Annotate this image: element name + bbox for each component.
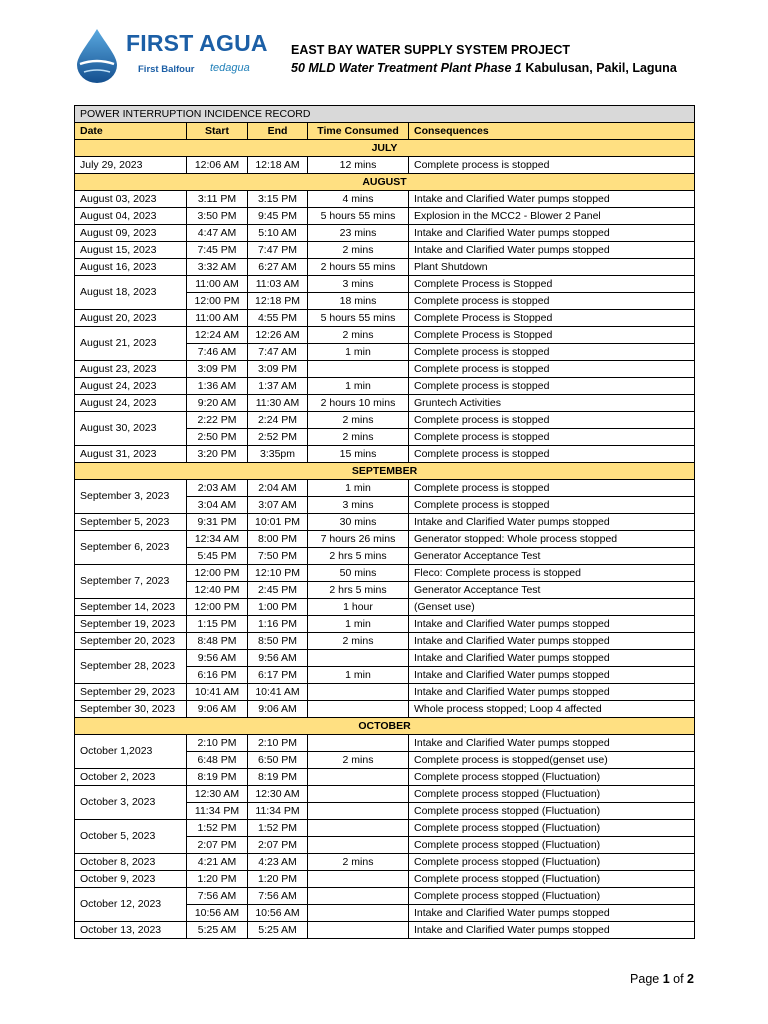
- consequences-cell: Complete process is stopped: [409, 157, 695, 174]
- time-consumed-cell: 15 mins: [308, 446, 409, 463]
- start-cell: 3:50 PM: [187, 208, 248, 225]
- end-cell: 3:07 AM: [248, 497, 308, 514]
- start-cell: 4:47 AM: [187, 225, 248, 242]
- consequences-cell: (Genset use): [409, 599, 695, 616]
- time-consumed-cell: 2 mins: [308, 327, 409, 344]
- end-cell: 9:45 PM: [248, 208, 308, 225]
- time-consumed-cell: 2 hrs 5 mins: [308, 548, 409, 565]
- end-cell: 4:23 AM: [248, 854, 308, 871]
- end-cell: 7:47 AM: [248, 344, 308, 361]
- consequences-cell: Complete Process is Stopped: [409, 327, 695, 344]
- table-row: [75, 922, 695, 939]
- time-consumed-cell: [308, 786, 409, 803]
- consequences-cell: Intake and Clarified Water pumps stopped: [409, 684, 695, 701]
- consequences-cell: Explosion in the MCC2 - Blower 2 Panel: [409, 208, 695, 225]
- start-cell: 12:24 AM: [187, 327, 248, 344]
- consequences-cell: Intake and Clarified Water pumps stopped: [409, 905, 695, 922]
- start-cell: 12:00 PM: [187, 293, 248, 310]
- time-consumed-cell: [308, 650, 409, 667]
- table-row: [75, 786, 695, 803]
- table-row: [75, 327, 695, 344]
- consequences-cell: Complete process is stopped: [409, 497, 695, 514]
- start-cell: 1:15 PM: [187, 616, 248, 633]
- time-consumed-cell: 2 hours 10 mins: [308, 395, 409, 412]
- date-cell: August 16, 2023: [75, 259, 187, 276]
- start-cell: 12:06 AM: [187, 157, 248, 174]
- start-cell: 2:10 PM: [187, 735, 248, 752]
- date-cell: September 30, 2023: [75, 701, 187, 718]
- time-consumed-cell: [308, 905, 409, 922]
- table-row: [75, 446, 695, 463]
- date-cell: August 24, 2023: [75, 395, 187, 412]
- consequences-cell: Complete process is stopped(genset use): [409, 752, 695, 769]
- date-cell: September 20, 2023: [75, 633, 187, 650]
- date-cell: August 31, 2023: [75, 446, 187, 463]
- table-row: [75, 378, 695, 395]
- consequences-cell: Whole process stopped; Loop 4 affected: [409, 701, 695, 718]
- month-row: [75, 174, 695, 191]
- date-cell: September 7, 2023: [75, 565, 187, 599]
- end-cell: 9:06 AM: [248, 701, 308, 718]
- time-consumed-cell: [308, 871, 409, 888]
- month-row: [75, 140, 695, 157]
- end-cell: 12:18 PM: [248, 293, 308, 310]
- partner-tedagua: tedagua: [210, 62, 250, 74]
- end-cell: 11:34 PM: [248, 803, 308, 820]
- date-cell: October 1,2023: [75, 735, 187, 769]
- time-consumed-cell: 2 mins: [308, 429, 409, 446]
- end-cell: 6:50 PM: [248, 752, 308, 769]
- end-cell: 12:26 AM: [248, 327, 308, 344]
- time-consumed-cell: 1 min: [308, 667, 409, 684]
- consequences-cell: Intake and Clarified Water pumps stopped: [409, 616, 695, 633]
- start-cell: 3:04 AM: [187, 497, 248, 514]
- start-cell: 7:46 AM: [187, 344, 248, 361]
- consequences-cell: Complete process stopped (Fluctuation): [409, 837, 695, 854]
- start-cell: 2:22 PM: [187, 412, 248, 429]
- start-cell: 8:19 PM: [187, 769, 248, 786]
- end-cell: 1:20 PM: [248, 871, 308, 888]
- consequences-cell: Intake and Clarified Water pumps stopped: [409, 191, 695, 208]
- date-cell: August 18, 2023: [75, 276, 187, 310]
- table-row: [75, 276, 695, 293]
- start-cell: 11:00 AM: [187, 276, 248, 293]
- date-cell: September 29, 2023: [75, 684, 187, 701]
- document-header: [74, 26, 694, 90]
- power-interruption-table: [74, 105, 695, 939]
- date-cell: October 5, 2023: [75, 820, 187, 854]
- table-row: [75, 565, 695, 582]
- start-cell: 12:40 PM: [187, 582, 248, 599]
- page-of: of: [669, 972, 688, 986]
- time-consumed-cell: [308, 888, 409, 905]
- table-row: [75, 191, 695, 208]
- month-label: OCTOBER: [75, 718, 695, 735]
- end-cell: 1:16 PM: [248, 616, 308, 633]
- consequences-cell: Intake and Clarified Water pumps stopped: [409, 650, 695, 667]
- start-cell: 2:50 PM: [187, 429, 248, 446]
- end-cell: 7:56 AM: [248, 888, 308, 905]
- consequences-cell: Complete Process is Stopped: [409, 276, 695, 293]
- start-cell: 9:31 PM: [187, 514, 248, 531]
- partner-first-balfour: First Balfour: [138, 64, 195, 75]
- table-row: [75, 871, 695, 888]
- time-consumed-cell: 3 mins: [308, 276, 409, 293]
- start-cell: 5:25 AM: [187, 922, 248, 939]
- month-label: AUGUST: [75, 174, 695, 191]
- time-consumed-cell: 3 mins: [308, 497, 409, 514]
- start-cell: 6:48 PM: [187, 752, 248, 769]
- time-consumed-cell: 1 min: [308, 616, 409, 633]
- time-consumed-cell: [308, 769, 409, 786]
- plant-location: Kabulusan, Pakil, Laguna: [521, 61, 677, 75]
- consequences-cell: Gruntech Activities: [409, 395, 695, 412]
- column-header-end: End: [248, 123, 308, 140]
- start-cell: 12:34 AM: [187, 531, 248, 548]
- consequences-cell: Complete process is stopped: [409, 293, 695, 310]
- end-cell: 10:56 AM: [248, 905, 308, 922]
- consequences-cell: Intake and Clarified Water pumps stopped: [409, 735, 695, 752]
- start-cell: 2:03 AM: [187, 480, 248, 497]
- end-cell: 4:55 PM: [248, 310, 308, 327]
- table-row: [75, 820, 695, 837]
- consequences-cell: Intake and Clarified Water pumps stopped: [409, 225, 695, 242]
- consequences-cell: Plant Shutdown: [409, 259, 695, 276]
- date-cell: October 3, 2023: [75, 786, 187, 820]
- time-consumed-cell: [308, 735, 409, 752]
- start-cell: 10:56 AM: [187, 905, 248, 922]
- consequences-cell: Complete process stopped (Fluctuation): [409, 888, 695, 905]
- consequences-cell: Complete process is stopped: [409, 378, 695, 395]
- date-cell: September 19, 2023: [75, 616, 187, 633]
- page-prefix: Page: [630, 972, 663, 986]
- consequences-cell: Complete process is stopped: [409, 412, 695, 429]
- end-cell: 3:09 PM: [248, 361, 308, 378]
- consequences-cell: Generator Acceptance Test: [409, 548, 695, 565]
- time-consumed-cell: 5 hours 55 mins: [308, 310, 409, 327]
- consequences-cell: Complete Process is Stopped: [409, 310, 695, 327]
- end-cell: 8:00 PM: [248, 531, 308, 548]
- table-title: POWER INTERRUPTION INCIDENCE RECORD: [75, 106, 695, 123]
- table-row: [75, 514, 695, 531]
- end-cell: 8:50 PM: [248, 633, 308, 650]
- table-row: [75, 480, 695, 497]
- time-consumed-cell: 2 hours 55 mins: [308, 259, 409, 276]
- table-row: [75, 769, 695, 786]
- consequences-cell: Generator stopped: Whole process stopped: [409, 531, 695, 548]
- time-consumed-cell: [308, 820, 409, 837]
- start-cell: 7:56 AM: [187, 888, 248, 905]
- time-consumed-cell: 1 hour: [308, 599, 409, 616]
- time-consumed-cell: 7 hours 26 mins: [308, 531, 409, 548]
- brand-name: FIRST AGUA: [126, 30, 268, 56]
- table-header-row: [75, 123, 695, 140]
- current-page: 1: [662, 972, 670, 986]
- consequences-cell: Complete process is stopped: [409, 344, 695, 361]
- date-cell: August 03, 2023: [75, 191, 187, 208]
- date-cell: September 6, 2023: [75, 531, 187, 565]
- consequences-cell: Fleco: Complete process is stopped: [409, 565, 695, 582]
- time-consumed-cell: [308, 837, 409, 854]
- table-row: [75, 310, 695, 327]
- time-consumed-cell: 23 mins: [308, 225, 409, 242]
- table-row: [75, 395, 695, 412]
- time-consumed-cell: 5 hours 55 mins: [308, 208, 409, 225]
- start-cell: 8:48 PM: [187, 633, 248, 650]
- time-consumed-cell: 2 mins: [308, 854, 409, 871]
- consequences-cell: Intake and Clarified Water pumps stopped: [409, 667, 695, 684]
- end-cell: 7:50 PM: [248, 548, 308, 565]
- date-cell: October 2, 2023: [75, 769, 187, 786]
- time-consumed-cell: [308, 684, 409, 701]
- time-consumed-cell: 4 mins: [308, 191, 409, 208]
- consequences-cell: Complete process stopped (Fluctuation): [409, 786, 695, 803]
- end-cell: 11:03 AM: [248, 276, 308, 293]
- date-cell: August 30, 2023: [75, 412, 187, 446]
- time-consumed-cell: [308, 361, 409, 378]
- date-cell: August 24, 2023: [75, 378, 187, 395]
- end-cell: 2:45 PM: [248, 582, 308, 599]
- date-cell: September 14, 2023: [75, 599, 187, 616]
- end-cell: 10:41 AM: [248, 684, 308, 701]
- date-cell: September 3, 2023: [75, 480, 187, 514]
- date-cell: August 09, 2023: [75, 225, 187, 242]
- end-cell: 1:00 PM: [248, 599, 308, 616]
- consequences-cell: Complete process is stopped: [409, 480, 695, 497]
- table-row: [75, 242, 695, 259]
- start-cell: 9:06 AM: [187, 701, 248, 718]
- end-cell: 11:30 AM: [248, 395, 308, 412]
- table-row: [75, 633, 695, 650]
- time-consumed-cell: 1 min: [308, 480, 409, 497]
- table-row: [75, 684, 695, 701]
- month-label: JULY: [75, 140, 695, 157]
- consequences-cell: Complete process stopped (Fluctuation): [409, 803, 695, 820]
- consequences-cell: Intake and Clarified Water pumps stopped: [409, 633, 695, 650]
- end-cell: 12:10 PM: [248, 565, 308, 582]
- start-cell: 6:16 PM: [187, 667, 248, 684]
- time-consumed-cell: 1 min: [308, 344, 409, 361]
- end-cell: 2:07 PM: [248, 837, 308, 854]
- column-header-time-consumed: Time Consumed: [308, 123, 409, 140]
- table-row: [75, 616, 695, 633]
- end-cell: 6:17 PM: [248, 667, 308, 684]
- table-row: [75, 412, 695, 429]
- end-cell: 3:15 PM: [248, 191, 308, 208]
- table-title-row: [75, 106, 695, 123]
- consequences-cell: Complete process is stopped: [409, 446, 695, 463]
- end-cell: 12:18 AM: [248, 157, 308, 174]
- start-cell: 3:20 PM: [187, 446, 248, 463]
- time-consumed-cell: 50 mins: [308, 565, 409, 582]
- start-cell: 2:07 PM: [187, 837, 248, 854]
- plant-name: 50 MLD Water Treatment Plant Phase 1: [291, 61, 522, 75]
- table-row: [75, 259, 695, 276]
- start-cell: 12:00 PM: [187, 565, 248, 582]
- end-cell: 9:56 AM: [248, 650, 308, 667]
- start-cell: 3:11 PM: [187, 191, 248, 208]
- date-cell: October 13, 2023: [75, 922, 187, 939]
- start-cell: 3:09 PM: [187, 361, 248, 378]
- date-cell: October 12, 2023: [75, 888, 187, 922]
- start-cell: 11:00 AM: [187, 310, 248, 327]
- time-consumed-cell: 30 mins: [308, 514, 409, 531]
- start-cell: 1:20 PM: [187, 871, 248, 888]
- start-cell: 3:32 AM: [187, 259, 248, 276]
- end-cell: 2:10 PM: [248, 735, 308, 752]
- table-row: [75, 208, 695, 225]
- start-cell: 4:21 AM: [187, 854, 248, 871]
- consequences-cell: Complete process stopped (Fluctuation): [409, 871, 695, 888]
- time-consumed-cell: 2 mins: [308, 412, 409, 429]
- date-cell: October 9, 2023: [75, 871, 187, 888]
- time-consumed-cell: [308, 922, 409, 939]
- table-row: [75, 361, 695, 378]
- time-consumed-cell: 18 mins: [308, 293, 409, 310]
- time-consumed-cell: 2 mins: [308, 242, 409, 259]
- table-row: [75, 157, 695, 174]
- start-cell: 12:30 AM: [187, 786, 248, 803]
- date-cell: August 23, 2023: [75, 361, 187, 378]
- consequences-cell: Intake and Clarified Water pumps stopped: [409, 514, 695, 531]
- table-row: [75, 650, 695, 667]
- end-cell: 5:25 AM: [248, 922, 308, 939]
- total-pages: 2: [687, 972, 694, 986]
- start-cell: 9:20 AM: [187, 395, 248, 412]
- month-row: [75, 718, 695, 735]
- date-cell: September 28, 2023: [75, 650, 187, 684]
- page-number: [630, 972, 694, 986]
- table-row: [75, 225, 695, 242]
- table-row: [75, 531, 695, 548]
- end-cell: 6:27 AM: [248, 259, 308, 276]
- start-cell: 5:45 PM: [187, 548, 248, 565]
- date-cell: July 29, 2023: [75, 157, 187, 174]
- date-cell: August 15, 2023: [75, 242, 187, 259]
- project-subtitle: [291, 61, 677, 75]
- consequences-cell: Complete process stopped (Fluctuation): [409, 854, 695, 871]
- start-cell: 1:52 PM: [187, 820, 248, 837]
- consequences-cell: Generator Acceptance Test: [409, 582, 695, 599]
- start-cell: 7:45 PM: [187, 242, 248, 259]
- time-consumed-cell: 2 mins: [308, 752, 409, 769]
- table-row: [75, 735, 695, 752]
- date-cell: October 8, 2023: [75, 854, 187, 871]
- end-cell: 2:52 PM: [248, 429, 308, 446]
- column-header-start: Start: [187, 123, 248, 140]
- consequences-cell: Intake and Clarified Water pumps stopped: [409, 922, 695, 939]
- time-consumed-cell: [308, 803, 409, 820]
- start-cell: 9:56 AM: [187, 650, 248, 667]
- end-cell: 2:04 AM: [248, 480, 308, 497]
- time-consumed-cell: 1 min: [308, 378, 409, 395]
- column-header-date: Date: [75, 123, 187, 140]
- month-label: SEPTEMBER: [75, 463, 695, 480]
- end-cell: 5:10 AM: [248, 225, 308, 242]
- column-header-consequences: Consequences: [409, 123, 695, 140]
- time-consumed-cell: 2 hrs 5 mins: [308, 582, 409, 599]
- date-cell: August 20, 2023: [75, 310, 187, 327]
- consequences-cell: Complete process is stopped: [409, 361, 695, 378]
- start-cell: 1:36 AM: [187, 378, 248, 395]
- time-consumed-cell: [308, 701, 409, 718]
- end-cell: 1:52 PM: [248, 820, 308, 837]
- table-row: [75, 854, 695, 871]
- project-title: EAST BAY WATER SUPPLY SYSTEM PROJECT: [291, 43, 571, 57]
- end-cell: 2:24 PM: [248, 412, 308, 429]
- table-row: [75, 599, 695, 616]
- time-consumed-cell: 2 mins: [308, 633, 409, 650]
- consequences-cell: Complete process is stopped: [409, 429, 695, 446]
- date-cell: August 21, 2023: [75, 327, 187, 361]
- start-cell: 12:00 PM: [187, 599, 248, 616]
- table-row: [75, 888, 695, 905]
- end-cell: 3:35pm: [248, 446, 308, 463]
- consequences-cell: Complete process stopped (Fluctuation): [409, 769, 695, 786]
- consequences-cell: Intake and Clarified Water pumps stopped: [409, 242, 695, 259]
- end-cell: 12:30 AM: [248, 786, 308, 803]
- time-consumed-cell: 12 mins: [308, 157, 409, 174]
- month-row: [75, 463, 695, 480]
- end-cell: 8:19 PM: [248, 769, 308, 786]
- end-cell: 1:37 AM: [248, 378, 308, 395]
- end-cell: 7:47 PM: [248, 242, 308, 259]
- date-cell: September 5, 2023: [75, 514, 187, 531]
- start-cell: 11:34 PM: [187, 803, 248, 820]
- consequences-cell: Complete process stopped (Fluctuation): [409, 820, 695, 837]
- table-row: [75, 701, 695, 718]
- water-drop-logo-icon: [74, 28, 120, 84]
- start-cell: 10:41 AM: [187, 684, 248, 701]
- date-cell: August 04, 2023: [75, 208, 187, 225]
- end-cell: 10:01 PM: [248, 514, 308, 531]
